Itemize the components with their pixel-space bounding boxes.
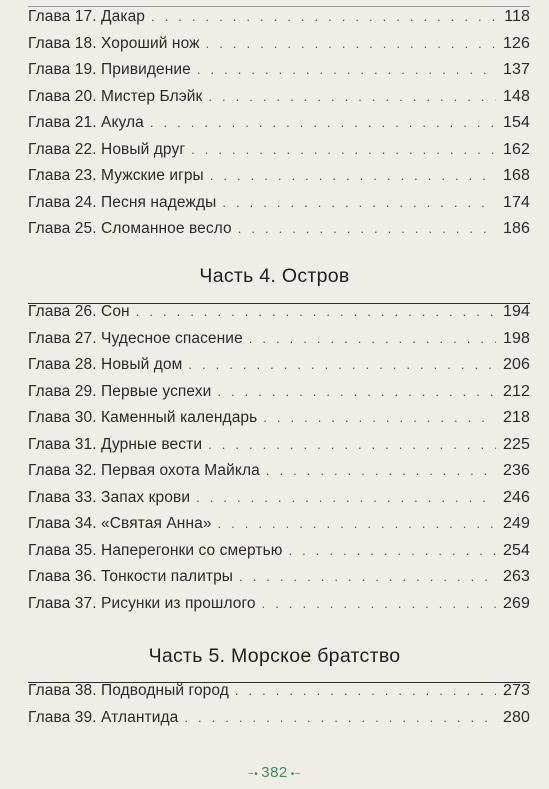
chapter-title: Глава 30. Каменный календарь [28,409,258,426]
toc-entry [28,88,530,115]
toc-entry [28,303,530,330]
chapter-page-number: 137 [503,61,530,78]
chapter-page-number: 236 [503,462,530,479]
toc-block-part5 [28,682,530,735]
toc-entry [28,356,530,383]
chapter-title: Глава 26. Сон [28,303,130,320]
chapter-title: Глава 24. Песня надежды [28,193,217,211]
ornament-right-icon: •~ [290,769,302,780]
toc-entry [28,35,530,62]
chapter-page-number: 273 [503,682,530,699]
dot-leader [191,142,496,157]
chapter-title: Глава 22. Новый друг [28,140,186,158]
dot-leader [262,596,496,611]
toc-entry [28,409,530,436]
chapter-title: Глава 39. Атлантида [28,708,179,726]
chapter-title: Глава 23. Мужские игры [28,167,204,184]
chapter-page-number: 249 [503,515,530,532]
chapter-page-number: 118 [504,8,530,25]
chapter-page-number: 280 [503,708,530,726]
chapter-page-number: 174 [503,193,530,211]
chapter-title: Глава 35. Наперегонки со смертью [28,541,283,559]
chapter-page-number: 186 [503,220,530,237]
chapter-title: Глава 36. Тонкости палитры [28,568,234,585]
chapter-page-number: 263 [503,568,530,585]
chapter-page-number: 218 [503,409,530,426]
chapter-title: Глава 28. Новый дом [28,356,183,373]
chapter-title: Глава 34. «Святая Анна» [28,515,212,532]
toc-entry [28,141,530,168]
dot-leader [188,357,496,372]
chapter-page-number: 254 [503,541,530,559]
toc-entry [28,595,530,622]
chapter-title: Глава 32. Первая охота Майкла [28,462,260,479]
dot-leader [235,683,496,698]
dot-leader [150,115,496,130]
toc-entry [28,462,530,489]
dot-leader [136,304,496,319]
dot-leader [249,331,496,346]
chapter-title: Глава 27. Чудесное спасение [28,329,243,347]
chapter-title: Глава 37. Рисунки из прошлого [28,594,256,612]
chapter-page-number: 148 [503,87,530,105]
toc-entry [28,542,530,569]
toc-entry [28,114,530,141]
chapter-page-number: 162 [503,140,530,158]
chapter-page-number: 225 [503,435,530,453]
dot-leader [263,410,496,425]
chapter-title: Глава 17. Дакар [28,8,146,25]
top-rule [28,6,530,7]
part-4-heading: Часть 4. Остров [199,265,350,287]
chapter-title: Глава 33. Запах крови [28,488,191,506]
toc-entry [28,515,530,542]
chapter-page-number: 194 [503,303,530,320]
chapter-title: Глава 25. Сломанное весло [28,220,232,237]
toc-entry [28,682,530,709]
dot-leader [238,221,496,236]
chapter-page-number: 154 [503,114,530,131]
dot-leader [289,543,497,558]
page-footer [0,764,549,781]
dot-leader [197,62,496,77]
toc-entry [28,709,530,736]
chapter-title: Глава 20. Мистер Блэйк [28,87,203,105]
toc-entry [28,8,530,35]
chapter-page-number: 269 [503,594,530,612]
chapter-title: Глава 38. Подводный город [28,682,229,699]
chapter-page-number: 212 [503,382,530,400]
chapter-title: Глава 18. Хороший нож [28,34,200,52]
toc-entry [28,489,530,516]
toc-entry [28,194,530,221]
dot-leader [239,569,496,584]
dot-leader [222,195,496,210]
chapter-title: Глава 31. Дурные вести [28,435,203,453]
ornament-left-icon: ~• [247,769,259,780]
toc-entry [28,383,530,410]
toc-entry [28,61,530,88]
toc-entry [28,568,530,595]
dot-leader [210,168,496,183]
toc-block-part3-end [28,8,530,247]
toc-block-part4 [28,303,530,621]
toc-entry [28,167,530,194]
toc-entry [28,220,530,247]
toc-entry [28,436,530,463]
chapter-page-number: 206 [503,356,530,373]
chapter-title: Глава 29. Первые успехи [28,382,212,400]
dot-leader [208,437,496,452]
chapter-title: Глава 21. Акула [28,114,144,131]
chapter-page-number: 246 [503,488,530,506]
dot-leader [208,89,496,104]
toc-entry [28,330,530,357]
dot-leader [196,490,496,505]
dot-leader [151,9,496,24]
chapter-title: Глава 19. Привидение [28,61,191,78]
dot-leader [266,463,496,478]
dot-leader [184,710,496,725]
page-number: 382 [261,764,288,781]
dot-leader [217,384,496,399]
chapter-page-number: 126 [503,34,530,52]
chapter-page-number: 168 [503,167,530,184]
part-5-heading: Часть 5. Морское братство [148,645,401,667]
chapter-page-number: 198 [503,329,530,347]
dot-leader [206,36,496,51]
dot-leader [218,516,496,531]
